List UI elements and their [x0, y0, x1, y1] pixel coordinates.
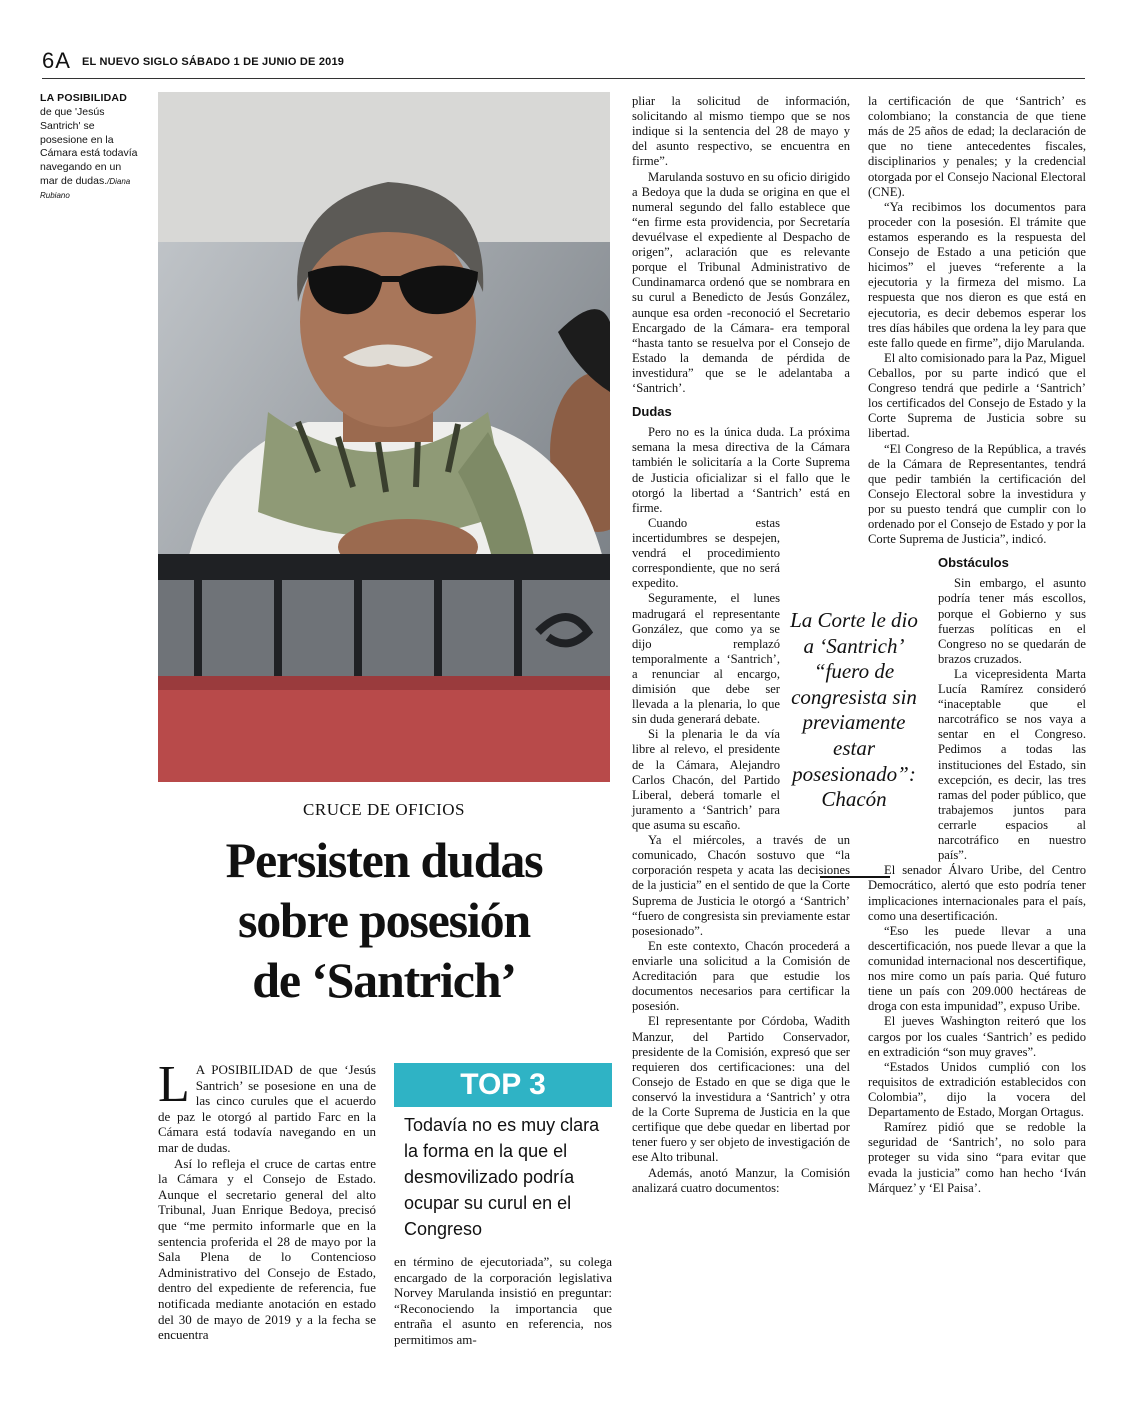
paragraph: “Ya recibimos los documentos para proceder con la posesión. El trámite que estamos esperando es la respuesta del Consejo de Estado a una petición que hicimos” el jueves “referente a la ejecutoria y la firmeza del mismo. La respuesta que nos dieron es que está en ejecutoria, es decir debemos esperar los tres días hábiles que ordena la ley para que este fallo quede en firme”, dijo Marulanda.	[868, 199, 1086, 350]
article-photo	[158, 92, 610, 782]
portrait-illustration	[158, 92, 610, 782]
paragraph: Sin embargo, el asunto podría tener más escollos, porque el Gobierno y sus fuerzas políticas en el Congreso no se quedarán de brazos cruzados.	[938, 576, 1086, 666]
drop-cap: L	[158, 1056, 190, 1113]
paragraph: Pero no es la única duda. La próxima semana la mesa directiva de la Cámara también le solicitaría a la Corte Suprema de Justicia oficializar si el fallo que le otorgó la libertad a ‘Santrich’ está en firme.	[632, 425, 850, 515]
top3-label: TOP 3	[394, 1063, 612, 1107]
paragraph: pliar la solicitud de información, solicitando al mismo tiempo que se nos indique si la sentencia del 28 de mayo y del asunto respectivo, se encuentra en firme”.	[632, 94, 850, 169]
paragraph: “Eso les puede llevar a una descertificación, nos puede llevar a que la comunidad internacional nos descertifique, nos mire como un país paria. Qué futuro tiene un país con 209.000 hectáreas de droga con esta impunidad”, expuso Uribe.	[868, 923, 1086, 1014]
paragraph: Marulanda sostuvo en su oficio dirigido a Bedoya que la duda se origina en que el numeral segundo del fallo establece que “en firme esta providencia, por Secretaría devuélvase el expediente al Despacho de origen”, aclaración que es relevante porque el Tribunal Administrativo de Cundinamarca ordenó que se nombrara en su curul a Benedicto de Jesús González, aunque esa orden -reconoció el Secretario Encargado de la Cámara- era temporal “hasta tanto se resuelva por el Consejo de Estado la demanda de pérdida de investidura” que se le adelantaba a ‘Santrich’.	[632, 169, 850, 396]
top3-text: Todavía no es muy clara la forma en la que el desmovilizado podría ocupar su curul en el Congreso	[404, 1115, 600, 1240]
caption-lead: LA POSIBILIDAD	[40, 92, 127, 104]
paragraph: “El Congreso de la República, a través de la Cámara de Representantes, tendrá que pedir también la certificación del Consejo Electoral sobre la investidura y por su puesto tendrá que cumplir con lo ordenado por el Consejo de Estado y por la Corte Suprema de Justicia”, indicó.	[868, 441, 1086, 547]
headline-line-2: sobre posesión	[237, 892, 531, 948]
paragraph: Cuando estas incertidumbres se despejen, vendrá el procedimiento correspondiente, que no será expedito.	[632, 515, 780, 591]
article-kicker: CRUCE DE OFICIOS	[303, 800, 465, 819]
headline-line-1: Persisten dudas	[225, 832, 543, 888]
photo-caption	[40, 92, 140, 203]
paragraph: Si la plenaria le da vía libre al relevo, el presidente de la Cámara, Alejandro Carlos Chacón, del Partido Liberal, deberá tomarle el juramento a ‘Santrich’ para que asuma su escaño.	[632, 727, 780, 833]
headline-line-3: de ‘Santrich’	[252, 952, 516, 1008]
paragraph: La vicepresidenta Marta Lucía Ramírez consideró “inaceptable que el narcotráfico se nos vaya a sentar en el Congreso. Pedimos a todas las instituciones del Estado, sin excepción, es decir, las tres ramas del poder público, que trabajemos juntos para cerrarle espacios al narcotráfico en nuestro país”.	[938, 666, 1086, 863]
paragraph: la certificación de que ‘Santrich’ es colombiano; la constancia de que tiene más de 25 años de edad; la declaración de que no tiene antecedentes fiscales, disciplinarios y penales; y la credencial otorgada por el Consejo Nacional Electoral (CNE).	[868, 94, 1086, 199]
paragraph: en término de ejecutoriada”, su colega encargado de la corporación legislativa Norvey Marulanda insistió en preguntar: “Reconociendo la importancia que entraña el asunto en referencia, nos permitimos am-	[394, 1254, 612, 1347]
column-1	[158, 1056, 376, 1343]
photo-credit: /Diana Rubiano	[40, 177, 131, 201]
column-4	[868, 94, 1086, 1196]
article-headline	[158, 830, 610, 1010]
paragraph: Así lo refleja el cruce de cartas entre la Cámara y el Consejo de Estado. Aunque el secretario general del alto Tribunal, Juan Enrique Bedoya, precisó que “me permito informarle que en la sentencia proferida el 28 de mayo por la Sala Plena de lo Contencioso Administrativo del Consejo de Estado, dentro del expediente de referencia, fue notificada mediante anotación en estado del 30 de mayo de 2019 y a la fecha se encuentra	[158, 1155, 376, 1343]
paragraph: A POSIBILIDAD de que ‘Jesús Santrich’ se posesione en una de las cinco curules que el acuerdo de paz le otorgó al partido Farc en la Cámara está todavía navegando en un mar de dudas.	[158, 1062, 376, 1155]
paragraph: Además, anotó Manzur, la Comisión analizará cuatro documentos:	[632, 1165, 850, 1195]
paragraph: El jueves Washington reiteró que los cargos por los cuales ‘Santrich’ es pedido en extradición “son muy graves”.	[868, 1014, 1086, 1059]
paragraph: El alto comisionado para la Paz, Miguel Ceballos, por su parte indicó que el Congreso tendrá que pedirle a ‘Santrich’ los certificados del Consejo de Estado y la Corte Suprema de Justicia sobre su libertad.	[868, 350, 1086, 441]
paragraph: El senador Álvaro Uribe, del Centro Democrático, alertó que esto podría tener implicaciones internacionales para el país, como una desertificación.	[868, 863, 1086, 923]
caption-text: de que 'Jesús Santrich' se posesione en la Cámara está todavía navegando en un mar de dudas.	[40, 105, 138, 188]
paragraph: En este contexto, Chacón procederá a enviarle una solicitud a la Comisión de Acreditación para que estudie los documentos necesarios para certificar la posesión.	[632, 938, 850, 1014]
pull-quote: La Corte le dio a ‘Santrich’ “fuero de congresista sin previamente estar posesionado”: Chacón	[790, 608, 918, 812]
subheading-dudas: Dudas	[632, 404, 672, 420]
masthead: EL NUEVO SIGLO SÁBADO 1 DE JUNIO DE 2019	[82, 56, 345, 68]
paragraph: “Estados Unidos cumplió con los requisitos de extradición establecidos con Colombia”, dijo la vocera del Departamento de Estado, Morgan Ortagus.	[868, 1059, 1086, 1120]
page-header	[42, 48, 1085, 79]
paragraph: El representante por Córdoba, Wadith Manzur, del Partido Conservador, presidente de la Comisión, expresó que ser requieren dos certificaciones: una del Consejo de Estado en que se diga que le conservó la investidura a ‘Santrich’ y otra de la Corte Suprema de Justicia en la que certifique que debe quedar en libertad por tener fuero y ser objeto de investigación de ese Alto tribunal.	[632, 1014, 850, 1165]
page-number: 6A	[42, 48, 71, 73]
subheading-obstaculos: Obstáculos	[938, 555, 1009, 571]
paragraph: Seguramente, el lunes madrugará el representante González, que como ya se dijo remplazó temporalmente a ‘Santrich’, a renunciar al encargo, dimisión que debe ser llevada a la plenaria, lo que sin duda generará debate.	[632, 591, 780, 727]
paragraph: Ya el miércoles, a través de un comunicado, Chacón sostuvo que “la corporación respeta y acata las decisiones de la justicia” en el sentido de que la Corte Suprema de Justicia le otorgó a ‘Santrich’ “fuero de congresista sin previamente estar posesionado”.	[632, 833, 850, 938]
paragraph: Ramírez pidió que se redoble la seguridad de ‘Santrich’, no solo para proteger su vida sino “para evitar que evada la justicia” como han hecho ‘Iván Márquez’ y ‘El Paisa’.	[868, 1120, 1086, 1195]
column-2	[394, 1254, 612, 1348]
